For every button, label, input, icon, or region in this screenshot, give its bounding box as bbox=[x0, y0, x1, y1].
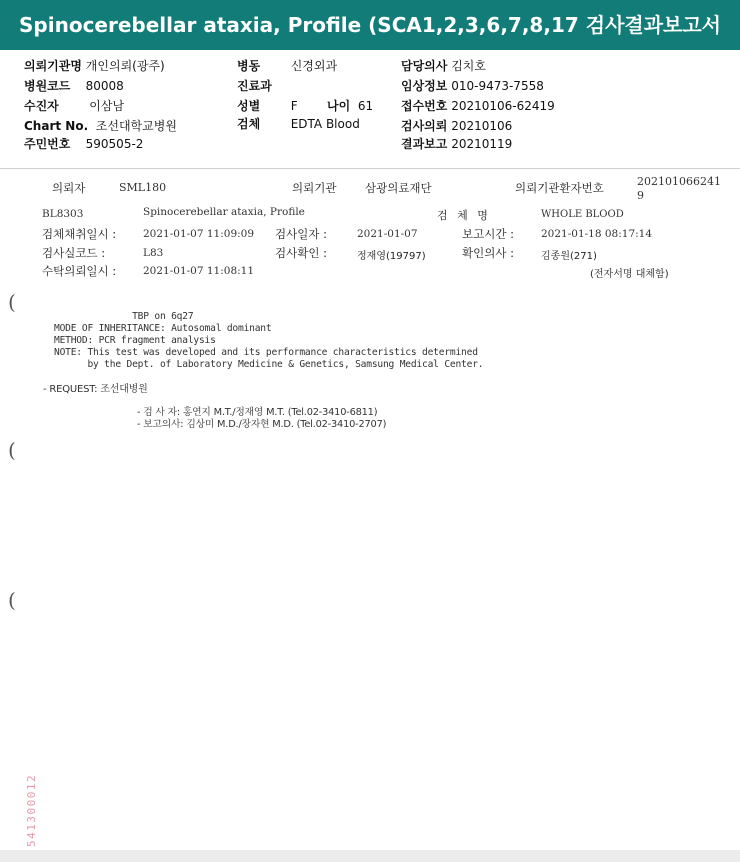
report-time-value: 2021-01-18 08:17:14 bbox=[541, 228, 653, 240]
report-time-label: 보고시간 : bbox=[462, 227, 514, 241]
info-hospital-code: 병원코드 80008 bbox=[24, 79, 124, 93]
confirm-label: 검사확인 : bbox=[275, 246, 327, 260]
requester-label: 의뢰자 bbox=[52, 181, 86, 195]
note-line-1: TBP on 6q27 bbox=[54, 311, 194, 322]
specimen-value: WHOLE BLOOD bbox=[541, 209, 624, 220]
divider bbox=[0, 168, 740, 169]
confirm-value: 정재영(19797) bbox=[357, 251, 426, 262]
info-doctor: 담당의사 김치호 bbox=[401, 59, 486, 73]
request-line: - REQUEST: 조선대병원 bbox=[43, 384, 148, 395]
receive-value: 2021-01-07 11:08:11 bbox=[143, 265, 255, 277]
doctor-value: 김종원(271) bbox=[541, 251, 597, 262]
collect-value: 2021-01-07 11:09:09 bbox=[143, 228, 255, 240]
agency-label: 의뢰기관 bbox=[292, 181, 337, 195]
punch-mark-2: ( bbox=[8, 438, 16, 462]
patient-no-label: 의뢰기관환자번호 bbox=[515, 181, 604, 195]
exam-date-value: 2021-01-07 bbox=[357, 228, 418, 240]
exam-date-label: 검사일자 : bbox=[275, 227, 327, 241]
note-line-3: METHOD: PCR fragment analysis bbox=[54, 335, 216, 346]
report-title: Spinocerebellar ataxia, Profile (SCA1,2,3,6,7,8,17 검사결과보고서 bbox=[0, 0, 740, 50]
test-name: Spinocerebellar ataxia, Profile bbox=[143, 206, 305, 218]
staff-line-1: - 검 사 자: 홍연지 M.T./정재영 M.T. (Tel.02-3410-6811) bbox=[137, 407, 378, 418]
agency-value: 삼광의료재단 bbox=[365, 181, 432, 195]
scanned-report bbox=[0, 170, 740, 850]
info-resident-no: 주민번호 590505-2 bbox=[24, 137, 144, 151]
info-request-date: 검사의뢰 20210106 bbox=[401, 119, 513, 133]
receive-label: 수탁의뢰일시 : bbox=[42, 264, 117, 278]
lab-code-value: L83 bbox=[143, 247, 164, 259]
bottom-strip bbox=[0, 850, 740, 862]
requester-value: SML180 bbox=[119, 181, 167, 194]
info-clinical: 임상정보 010-9473-7558 bbox=[401, 79, 544, 93]
info-sex: 성별 F bbox=[237, 99, 298, 113]
info-report-date: 결과보고 20210119 bbox=[401, 137, 513, 151]
note-line-2: MODE OF INHERITANCE: Autosomal dominant bbox=[54, 323, 272, 334]
doctor-label: 확인의사 : bbox=[462, 246, 514, 260]
patient-no-line1: 202101066241 bbox=[637, 175, 721, 188]
patient-info-panel bbox=[0, 50, 740, 168]
punch-mark-3: ( bbox=[8, 588, 16, 612]
info-department: 진료과 bbox=[237, 79, 272, 93]
info-ward: 병동 신경외과 bbox=[237, 59, 338, 73]
info-specimen: 검체 EDTA Blood bbox=[237, 117, 360, 131]
note-line-5: by the Dept. of Laboratory Medicine & Genetics, Samsung Medical Center. bbox=[54, 359, 484, 370]
staff-line-2: - 보고의사: 김상미 M.D./장자현 M.D. (Tel.02-3410-2707) bbox=[137, 419, 387, 430]
punch-mark-1: ( bbox=[8, 290, 16, 314]
lab-code-label: 검사실코드 : bbox=[42, 246, 106, 260]
info-patient-name: 수진자 이삼남 bbox=[24, 99, 125, 113]
collect-label: 검체채취일시 : bbox=[42, 227, 117, 241]
info-receipt-no: 접수번호 20210106-62419 bbox=[401, 99, 555, 113]
test-code: BL8303 bbox=[42, 208, 84, 220]
info-requesting-org: 의뢰기관명 개인의뢰(광주) bbox=[24, 59, 165, 73]
serial-number: 541300012 bbox=[25, 773, 38, 847]
specimen-label: 검 체 명 bbox=[437, 209, 488, 222]
vertical-serial-stamp bbox=[14, 742, 44, 852]
patient-no-line2: 9 bbox=[637, 189, 644, 202]
info-age: 나이 61 bbox=[327, 99, 374, 113]
info-chart-no: Chart No. 조선대학교병원 bbox=[24, 119, 177, 133]
esign-note: (전자서명 대체함) bbox=[590, 269, 669, 280]
note-line-4: NOTE: This test was developed and its performance characteristics determined bbox=[54, 347, 478, 358]
